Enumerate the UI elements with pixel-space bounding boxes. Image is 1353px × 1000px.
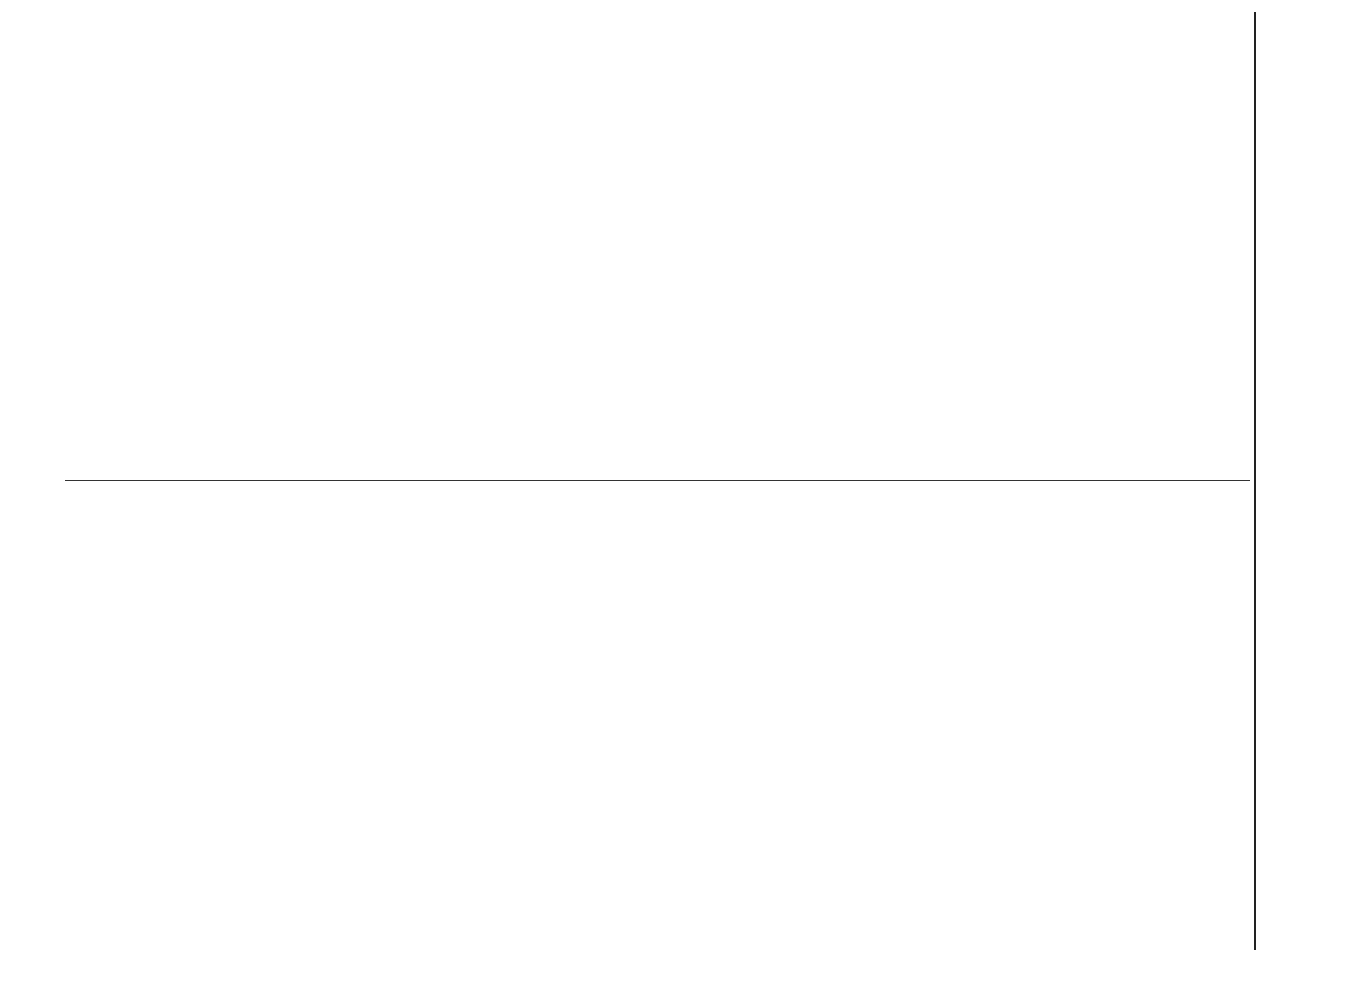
column-divider xyxy=(65,480,1250,481)
page-header xyxy=(1254,12,1290,950)
right-column xyxy=(65,502,1250,950)
rotated-page-content xyxy=(40,12,1290,950)
left-column xyxy=(65,12,1250,460)
scanned-page xyxy=(42,2,1297,998)
